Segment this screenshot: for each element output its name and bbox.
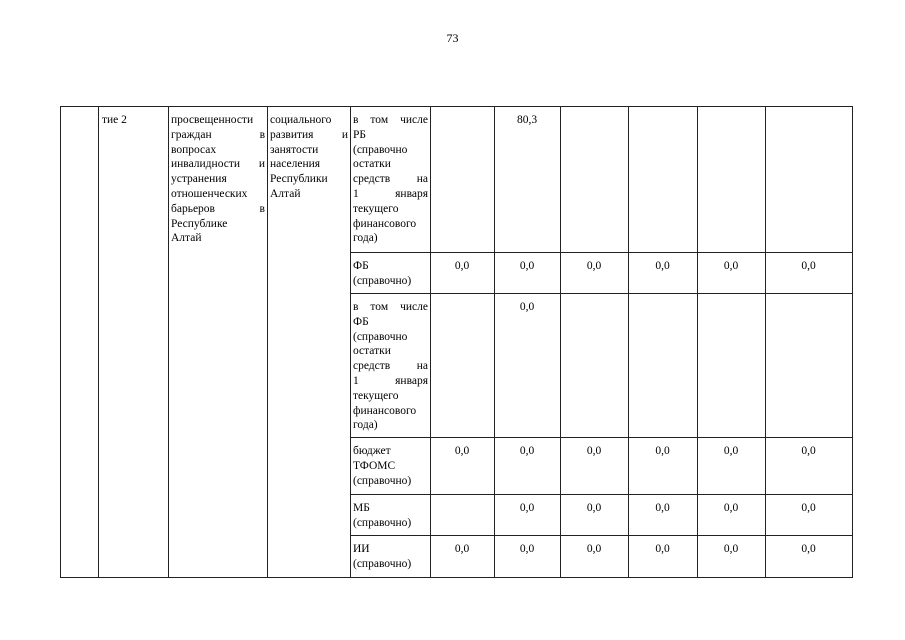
description-line: просвещенности [171, 114, 254, 126]
table-bottom-border [60, 577, 853, 578]
task-name-cell: тие 2 [102, 114, 127, 126]
description-cell [171, 113, 265, 246]
executor-line: Алтай [270, 187, 301, 200]
value-cell: 0,0 [586, 543, 602, 555]
executor-line: развития и [270, 128, 348, 141]
column-divider [98, 106, 99, 578]
value-cell: 0,0 [723, 502, 739, 514]
row-divider [350, 494, 853, 495]
value-cell: 0,0 [723, 543, 739, 555]
funding-source-line: средств на [353, 173, 428, 186]
funding-source-cell [353, 259, 428, 289]
description-line: барьеров в [171, 202, 265, 215]
value-cell: 0,0 [454, 543, 470, 555]
funding-source-line: бюджет [353, 445, 391, 457]
value-cell: 0,0 [655, 445, 670, 457]
value-cell: 0,0 [801, 502, 816, 514]
value-cell: 0,0 [655, 502, 670, 514]
value-cell: 0,0 [801, 543, 816, 555]
executor-cell [270, 113, 348, 202]
funding-source-cell [353, 113, 428, 246]
value-cell: 0,0 [519, 301, 535, 313]
value-cell: 0,0 [586, 502, 602, 514]
funding-source-line: остатки [353, 345, 391, 358]
description-line: вопросах [171, 143, 217, 156]
column-divider [430, 106, 431, 578]
funding-source-line: финансового [353, 404, 417, 417]
funding-source-line: в том числе [353, 301, 428, 313]
funding-source-line: финансового [353, 217, 417, 230]
column-divider [267, 106, 268, 578]
description-line: Республике [171, 217, 228, 230]
value-cell: 0,0 [723, 445, 739, 457]
funding-source-line: 1 января [353, 374, 428, 387]
description-line: отношенческих [171, 187, 248, 200]
value-cell: 0,0 [519, 543, 535, 555]
executor-line: социального [270, 114, 332, 126]
funding-source-line: в том числе [353, 114, 428, 126]
funding-source-line: 1 января [353, 187, 428, 200]
description-line: устранения [171, 173, 227, 186]
table-left-border [60, 106, 61, 578]
funding-source-line: (справочно) [353, 274, 412, 287]
column-divider [168, 106, 169, 578]
funding-source-line: ТФОМС [353, 459, 396, 472]
funding-source-line: остатки [353, 158, 391, 171]
description-line: инвалидности и [171, 158, 265, 171]
funding-source-line: (справочно) [353, 516, 412, 529]
funding-source-line: текущего [353, 389, 399, 402]
funding-source-cell [353, 542, 428, 572]
value-cell: 0,0 [655, 543, 670, 555]
value-cell: 80,3 [516, 114, 538, 126]
funding-source-line: (справочно) [353, 557, 412, 570]
funding-source-line: ФБ [353, 315, 369, 328]
column-divider [350, 106, 351, 578]
funding-source-line: года) [353, 419, 378, 432]
funding-source-line: РБ [353, 128, 366, 141]
funding-source-cell [353, 444, 428, 488]
funding-source-line: МБ [353, 502, 370, 514]
funding-source-line: (справочно) [353, 474, 412, 487]
row-divider [350, 252, 853, 253]
funding-source-line: (справочно [353, 143, 408, 156]
row-divider [350, 437, 853, 438]
funding-source-cell [353, 300, 428, 433]
funding-source-line: (справочно [353, 330, 408, 343]
value-cell: 0,0 [519, 502, 535, 514]
value-cell: 0,0 [519, 260, 535, 272]
value-cell: 0,0 [454, 445, 470, 457]
value-cell: 0,0 [586, 260, 602, 272]
description-line: граждан в [171, 128, 265, 141]
funding-source-line: года) [353, 232, 378, 245]
funding-source-line: ФБ [353, 260, 369, 272]
row-divider [350, 293, 853, 294]
value-cell: 0,0 [519, 445, 535, 457]
executor-line: занятости [270, 143, 319, 156]
value-cell: 0,0 [801, 260, 816, 272]
funding-source-line: средств на [353, 360, 428, 373]
funding-source-line: текущего [353, 202, 399, 215]
value-cell: 0,0 [655, 260, 670, 272]
column-divider [852, 106, 853, 578]
value-cell: 0,0 [723, 260, 739, 272]
page-number: 73 [446, 31, 459, 45]
funding-source-cell [353, 501, 428, 531]
table-top-border [60, 106, 853, 107]
value-cell: 0,0 [801, 445, 816, 457]
executor-line: Республики [270, 173, 328, 186]
value-cell: 0,0 [454, 260, 470, 272]
executor-line: населения [270, 158, 321, 171]
value-cell: 0,0 [586, 445, 602, 457]
funding-source-line: ИИ [353, 543, 370, 555]
row-divider [350, 535, 853, 536]
description-line: Алтай [171, 232, 202, 245]
